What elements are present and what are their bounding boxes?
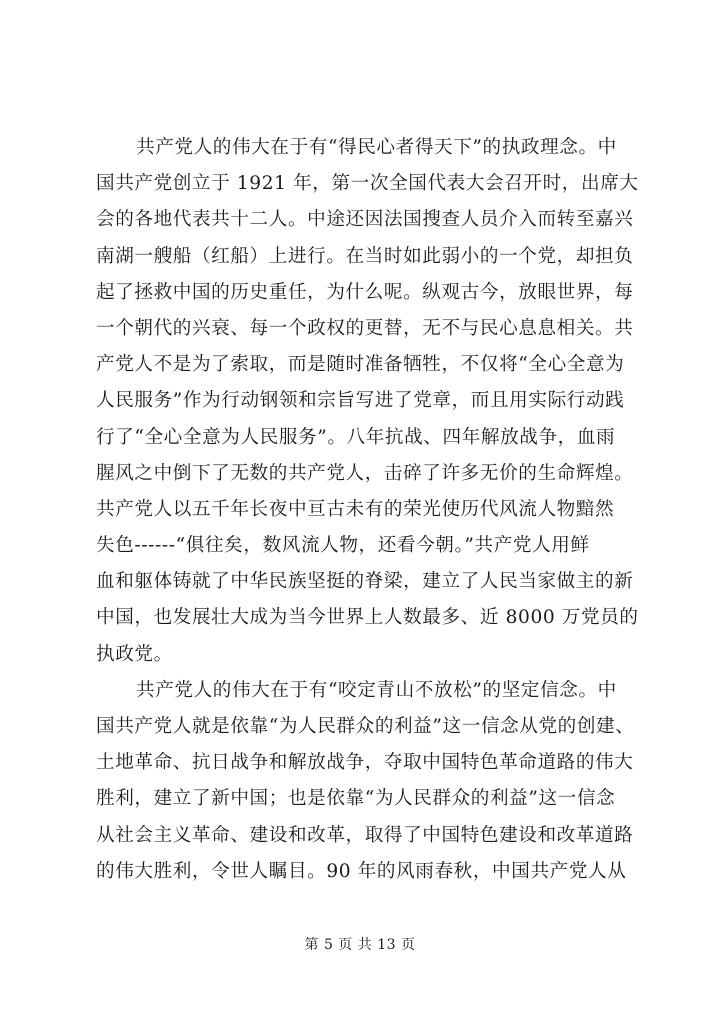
text-line: 一个朝代的兴衰、每一个政权的更替，无不与民心息息相关。共 xyxy=(96,317,634,339)
text-line: 血和躯体铸就了中华民族坚挺的脊梁，建立了人民当家做主的新 xyxy=(96,571,634,593)
text-line: 从社会主义革命、建设和改革，取得了中国特色建设和改革道路 xyxy=(96,824,634,846)
text-line: 会的各地代表共十二人。中途还因法国搜查人员介入而转至嘉兴 xyxy=(96,209,634,231)
text-line: 起了拯救中国的历史重任，为什么呢。纵观古今，放眼世界，每 xyxy=(96,281,634,303)
text-line: 行了“全心全意为人民服务”。八年抗战、四年解放战争，血雨 xyxy=(96,426,616,448)
page-number-footer: 第 5 页 共 13 页 xyxy=(304,937,416,953)
text-line: 国共产党创立于 1921 年，第一次全国代表大会召开时，出席大 xyxy=(96,173,639,195)
text-line: 国共产党人就是依靠“为人民群众的利益”这一信念从党的创建、 xyxy=(96,716,635,737)
text-line: 南湖一艘船（红船）上进行。在当时如此弱小的一个党，却担负 xyxy=(96,245,634,267)
body-text xyxy=(96,130,639,890)
text-line: 腥风之中倒下了无数的共产党人，击碎了许多无价的生命辉煌。 xyxy=(96,462,634,484)
text-line: 共产党人的伟大在于有“咬定青山不放松”的坚定信念。中 xyxy=(136,679,617,701)
text-line: 中国，也发展壮大成为当今世界上人数最多、近 8000 万党员的 xyxy=(96,607,639,629)
text-line: 土地革命、抗日战争和解放战争，夺取中国特色革命道路的伟大 xyxy=(96,752,634,774)
text-line: 共产党人的伟大在于有“得民心者得天下”的执政理念。中 xyxy=(136,137,617,158)
text-line: 产党人不是为了索取，而是随时准备牺牲，不仅将“全心全意为 xyxy=(96,354,625,376)
text-line: 失色------“俱往矣，数风流人物，还看今朝。”共产党人用鲜 xyxy=(96,535,590,557)
text-line: 人民服务”作为行动钢领和宗旨写进了党章，而且用实际行动践 xyxy=(96,390,625,412)
text-line: 的伟大胜利，令世人瞩目。90 年的风雨春秋，中国共产党人从 xyxy=(96,860,627,882)
text-line: 胜利，建立了新中国；也是依靠“为人民群众的利益”这一信念 xyxy=(96,788,616,810)
text-line: 共产党人以五千年长夜中亘古未有的荣光使历代风流人物黯然 xyxy=(96,498,615,520)
text-line: 执政党。 xyxy=(96,643,173,665)
